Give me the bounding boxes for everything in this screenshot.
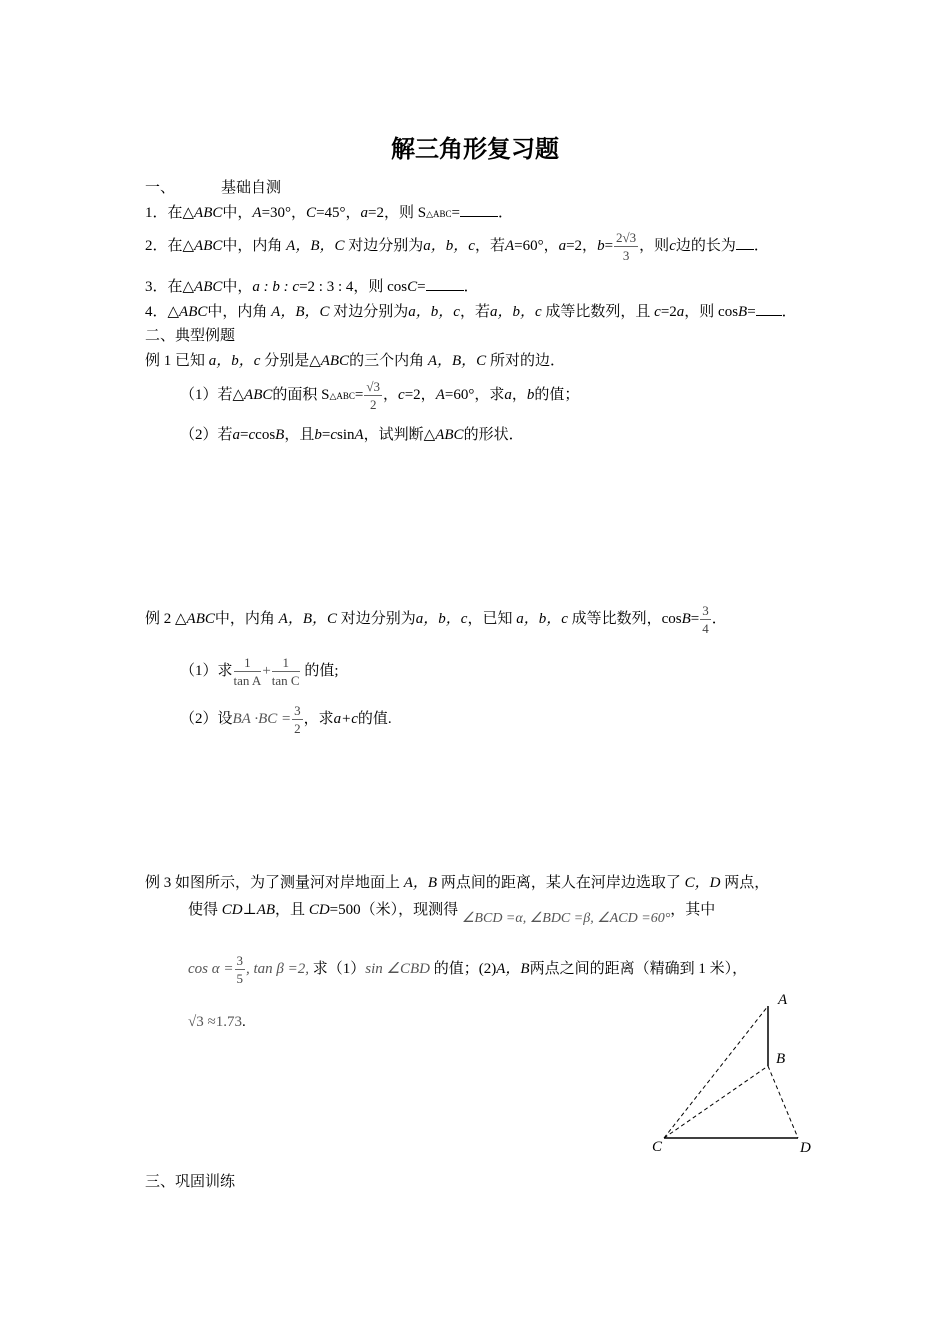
section-2-heading: 二、典型例题 [145,328,236,344]
fraction: $\frac{3}{4}$ [702,603,709,637]
example-3-line-3: cos α = $\frac{3}{5}$ , tan β =2, 求（1）sin ∠CBD 的值；(2)A，B两点之间的距离（精确到 1 米）， [188,953,748,987]
label-C: C [652,1139,663,1155]
triangle-figure [640,985,830,1160]
answer-blank [736,235,754,250]
fraction: $\frac{3}{2}$ [294,703,301,737]
fraction: $\frac{2√3}{3}$ [616,230,637,264]
segment-AC [664,1006,768,1138]
answer-blank [460,202,498,217]
example-3-line-1: 例 3 如图所示，为了测量河对岸地面上 A，B 两点间的距离，某人在河岸边选取了 C，D 两点， [145,875,770,891]
fraction: $\frac{3}{5}$ [236,953,243,987]
question-4: 4．△ABC中，内角 A，B，C 对边分别为a，b，c，若a，b，c 成等比数列，且 c=2a，则 cosB= ． [145,301,797,322]
page-title: 解三角形复习题 [391,135,559,163]
label-A: A [778,992,788,1008]
label-B: B [776,1051,786,1067]
section-3-heading: 三、巩固训练 [145,1174,236,1190]
example-1-part-2: （2）若a=ccosB，且b=csinA，试判断△ABC的形状． [180,427,524,443]
angle-measurements: ∠BCD =α, ∠BDC =β, ∠ACD =60° [461,911,671,926]
label-D: D [800,1140,811,1156]
example-3-line-2: 使得 CD⊥AB，且 CD=500（米），现测得 ∠BCD =α, ∠BDC =β, ∠ACD =60°，其中 [188,902,716,926]
question-1: 1．在△ABC中，A=30°，C=45°，a=2，则 S△ABC= ． [145,202,513,224]
fraction: $\frac{1}{\text{tan A}}$ [233,655,262,689]
example-1-part-1: （1）若△ABC的面积 S△ABC= $\frac{√3}{2}$ ，c=2，A=60°，求a，b的值； [180,379,580,413]
section-1-label: 基础自测 [221,180,282,196]
example-1-statement: 例 1 已知 a，b，c 分别是△ABC的三个内角 A，B，C 所对的边． [145,353,565,369]
section-1-heading [145,178,281,198]
segment-BD [768,1066,798,1138]
section-1-number: 一、 [145,180,176,196]
segment-BC [664,1066,768,1138]
question-2: 2．在△ABC中，内角 A，B，C 对边分别为a，b，c，若A=60°，a=2，b= $\frac{2√3}{3}$ ，则c边的长为 ． [145,230,769,264]
fraction: $\frac{√3}{2}$ [366,379,381,413]
example-2-statement: 例 2 △ABC中，内角 A，B，C 对边分别为a，b，c，已知 a，b，c 成等比数列，cosB= $\frac{3}{4}$ ． [145,603,727,637]
answer-blank [756,301,782,316]
example-2-part-1: （1）求 $\frac{1}{\text{tan A}}$ + $\frac{1}{\text{tan C}}$ 的值; [180,655,339,689]
example-3-line-4: √3 ≈1.73. [188,1014,246,1030]
answer-blank [426,276,464,291]
question-3: 3．在△ABC中，a : b : c=2 : 3 : 4，则 cosC= ． [145,276,479,297]
fraction: $\frac{1}{\text{tan C}}$ [271,655,300,689]
example-2-part-2: （2）设BA ·BC = $\frac{3}{2}$ ，求a+c的值. [180,703,392,737]
